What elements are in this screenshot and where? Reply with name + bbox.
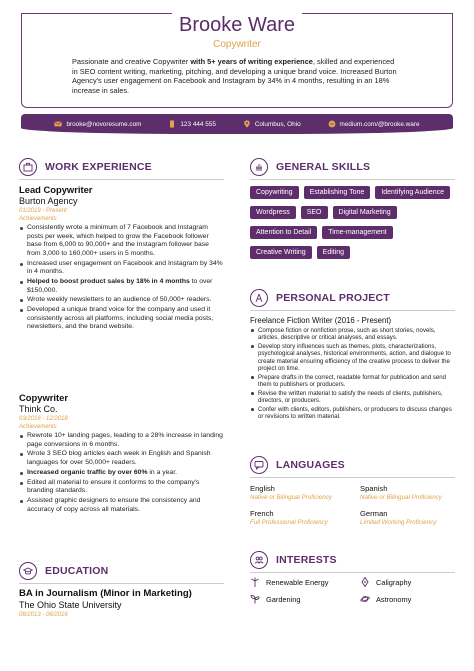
language-level: Native or Bilingual Proficiency — [250, 494, 332, 501]
skill-tag: SEO — [301, 206, 328, 219]
skill-tag: Establishing Tone — [304, 186, 371, 199]
divider — [250, 572, 455, 573]
list-item: Increased organic traffic by over 60% in a year. — [19, 469, 224, 478]
interests-header — [250, 551, 337, 569]
list-item: Revise the written material to satisfy the needs of clients, publishers, directors, or producers. — [250, 390, 455, 405]
list-item: Assisted graphic designers to ensure the consistency and accuracy of copy across all materials. — [19, 497, 224, 514]
job-dates: 03/2016 - 12/2018 — [19, 416, 68, 422]
job-title: Lead Copywriter — [19, 184, 93, 195]
contact-email[interactable]: brooke@novoresume.com — [54, 120, 141, 128]
skill-tag: Editing — [317, 246, 350, 259]
list-item: Increased user engagement on Facebook and Instagram by 34% in 4 months. — [19, 260, 224, 277]
divider — [19, 583, 224, 584]
education-title: EDUCATION — [45, 565, 109, 577]
skill-tag: Creative Writing — [250, 246, 312, 259]
skill-tag: Identifying Audience — [375, 186, 450, 199]
divider — [250, 179, 455, 180]
skills-list — [250, 186, 455, 259]
language-name: German — [360, 509, 388, 518]
achievements-label: Achievements — [19, 424, 57, 430]
work-experience-header — [19, 158, 152, 176]
general-skills-header — [250, 158, 370, 176]
language-item — [250, 509, 360, 526]
language-name: French — [250, 509, 274, 518]
candidate-title: Copywriter — [213, 39, 261, 50]
list-item: Compose fiction or nonfiction prose, such as short stories, novels, articles, descriptive or critical analyses, and essays. — [250, 327, 455, 342]
language-item — [360, 484, 460, 501]
list-item: Consistently wrote a minimum of 7 Facebook and Instagram posts per week, which helped to grow the Facebook follower base from 6,000 to 90,000+ and the Instagram follower base from 3,000 to 160,000+ users in 5 months. — [19, 224, 224, 258]
education-entry — [19, 588, 224, 618]
planet-icon — [360, 594, 370, 604]
link-icon — [328, 120, 336, 128]
summary: Passionate and creative Copywriter with 5+ years of writing experience, skilled and experienced in SEO content writing, marketing, pitching, and developing a unique brand voice. Increased Burton Agency's user engagement on Facebook and Instagram by 34% in 4 months, resulting in an 18% increase in sales. — [72, 57, 397, 95]
candidate-name: Brooke Ware — [179, 14, 295, 36]
languages-header — [250, 456, 345, 474]
wind-turbine-icon — [250, 577, 260, 587]
people-icon — [250, 551, 268, 569]
hand-icon — [250, 158, 268, 176]
skill-tag: Attention to Detail — [250, 226, 317, 239]
interest-item: Gardening — [250, 594, 360, 604]
contact-bar — [21, 114, 453, 134]
divider — [250, 310, 455, 311]
company-name: Think Co. — [19, 404, 58, 414]
job-1 — [19, 184, 224, 333]
language-name: Spanish — [360, 484, 388, 493]
phone-icon — [168, 120, 176, 128]
project-title: Freelance Fiction Writer (2016 - Present) — [250, 316, 392, 325]
language-level: Full Professional Proficiency — [250, 519, 328, 526]
achievements-label: Achievements — [19, 216, 57, 222]
envelope-icon — [54, 120, 62, 128]
education-dates: 08/2013 - 06/2016 — [19, 612, 68, 618]
list-item: Wrote 3 SEO blog articles each week in English and Spanish languages for over 50,000+ readers. — [19, 450, 224, 467]
job-bullets — [19, 432, 224, 514]
skill-tag: Digital Marketing — [333, 206, 397, 219]
languages-title: LANGUAGES — [276, 459, 345, 471]
interest-item: Caligraphy — [360, 577, 460, 587]
general-skills-title: GENERAL SKILLS — [276, 161, 371, 173]
skill-tag: Copywriting — [250, 186, 299, 199]
personal-project-header — [250, 289, 390, 307]
briefcase-icon — [19, 158, 37, 176]
graduation-cap-icon — [19, 562, 37, 580]
list-item: Rewrote 10+ landing pages, leading to a 28% increase in landing page conversions in 6 months. — [19, 432, 224, 449]
work-experience-title: WORK EXPERIENCE — [45, 161, 152, 173]
school: The Ohio State University — [19, 600, 122, 610]
contact-location: Columbus, Ohio — [243, 120, 301, 128]
project-entry — [250, 316, 455, 422]
degree: BA in Journalism (Minor in Marketing) — [19, 588, 192, 599]
job-dates: 01/2019 - Present — [19, 208, 67, 214]
list-item: Prepare drafts in the correct, readable format for publication and send them to publishers or producers. — [250, 374, 455, 389]
pen-nib-icon — [360, 577, 370, 587]
interest-item: Renewable Energy — [250, 577, 360, 587]
interests-title: INTERESTS — [276, 554, 337, 566]
plant-icon — [250, 594, 260, 604]
education-header — [19, 562, 108, 580]
skill-tag: Time-management — [322, 226, 393, 239]
list-item: Developed a unique brand voice for the company and used it consistently across all platforms, including social media posts, newsletters, and the brand website. — [19, 306, 224, 332]
skill-tag: Wordpress — [250, 206, 296, 219]
company-name: Burton Agency — [19, 196, 78, 206]
language-level: Limited Working Proficiency — [360, 519, 437, 526]
language-name: English — [250, 484, 275, 493]
job-title: Copywriter — [19, 392, 68, 403]
divider — [19, 179, 224, 180]
divider — [250, 477, 455, 478]
list-item: Helped to boost product sales by 18% in 4 months to over $150,000. — [19, 278, 224, 295]
contact-phone[interactable]: 123 444 555 — [168, 120, 216, 128]
interest-item: Astronomy — [360, 594, 460, 604]
speech-bubble-icon — [250, 456, 268, 474]
job-bullets — [19, 224, 224, 332]
contact-website[interactable]: medium.com/@brooke.ware — [328, 120, 420, 128]
project-bullets — [250, 327, 455, 421]
personal-project-title: PERSONAL PROJECT — [276, 292, 390, 304]
list-item: Wrote weekly newsletters to an audience of 50,000+ readers. — [19, 296, 224, 305]
languages-list — [250, 484, 460, 526]
interests-list — [250, 577, 460, 604]
location-pin-icon — [243, 120, 251, 128]
list-item: Develop story influences such as themes, plots, characterizations, psychological analyses, historical environments, action, and dialogue to create material ensuring efficiency of the creative process to deliver the project on time. — [250, 343, 455, 373]
language-item — [360, 509, 460, 526]
compass-icon — [250, 289, 268, 307]
job-2 — [19, 392, 224, 515]
list-item: Edited all material to ensure it conforms to the company's branding standards. — [19, 479, 224, 496]
list-item: Confer with clients, editors, publishers, or producers to discuss changes or revisions to written material. — [250, 406, 455, 421]
language-level: Native or Bilingual Proficiency — [360, 494, 442, 501]
language-item — [250, 484, 360, 501]
